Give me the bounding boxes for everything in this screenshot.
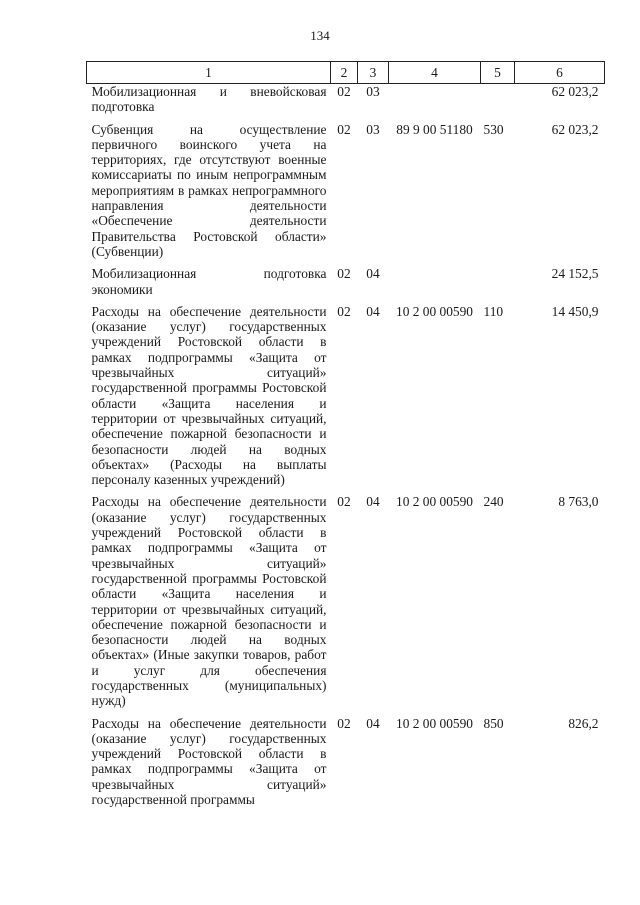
row-amount: 62 023,2 [551, 121, 599, 137]
row-section: 02 [337, 715, 351, 731]
header-col-subsection: 3 [358, 62, 389, 84]
row-section: 02 [337, 494, 351, 510]
table-row [87, 266, 605, 304]
row-target-article [389, 84, 481, 122]
row-target-article [389, 266, 481, 304]
table-row [87, 304, 605, 495]
row-subsection: 04 [366, 715, 380, 731]
header-col-amount: 6 [515, 62, 605, 84]
row-section: 02 [337, 303, 351, 319]
row-amount: 24 152,5 [551, 266, 599, 282]
header-col-target-article: 4 [389, 62, 481, 84]
header-col-section: 2 [331, 62, 358, 84]
header-row [87, 62, 605, 84]
table-header [87, 62, 605, 84]
row-expense-type: 240 [483, 494, 504, 510]
row-amount: 62 023,2 [551, 84, 599, 99]
row-expense-type: 530 [483, 121, 504, 137]
row-name: Расходы на обеспечение деятельности (оказание услуг) государственных учреждений Ростовской области в рамках подпрограммы «Защита от чрезвычайных ситуаций» государственной программы Ростовской области «Защита населения и территории от чрезвычайных ситуаций, обеспечение пожарной безопасности и безопасности людей на водных объектах» (Расходы на выплаты персоналу казенных учреждений) [91, 303, 327, 488]
row-name: Расходы на обеспечение деятельности (оказание услуг) государственных учреждений Ростовской области в рамках подпрограммы «Защита от чрезвычайных ситуаций» государственной программы Ростовской области «Защита населения и территории от чрезвычайных ситуаций, обеспечение пожарной безопасности и безопасности людей на водных объектах» (Иные закупки товаров, работ и услуг для обеспечения государственных (муниципальных) нужд) [91, 494, 327, 709]
header-col-expense-type: 5 [481, 62, 515, 84]
row-section: 02 [337, 266, 351, 282]
row-section: 02 [337, 84, 351, 99]
row-target-article: 10 2 00 00590 [396, 715, 473, 731]
row-subsection: 04 [366, 303, 380, 319]
row-amount: 826,2 [568, 715, 599, 731]
budget-table [86, 61, 605, 814]
row-amount: 14 450,9 [551, 303, 599, 319]
row-subsection: 04 [366, 266, 380, 282]
row-name: Расходы на обеспечение деятельности (оказание услуг) государственных учреждений Ростовской области в рамках подпрограммы «Защита от чрезвычайных ситуаций» государственной программы [91, 715, 327, 808]
table-row [87, 122, 605, 267]
row-section: 02 [337, 121, 351, 137]
table-body [87, 84, 605, 815]
row-subsection: 03 [366, 121, 380, 137]
row-subsection: 04 [366, 494, 380, 510]
table-row [87, 716, 605, 815]
table-row [87, 84, 605, 122]
row-expense-type: 850 [483, 715, 504, 731]
page-number: 134 [310, 28, 330, 43]
header-col-name: 1 [87, 62, 331, 84]
row-amount: 8 763,0 [558, 494, 599, 510]
row-name: Мобилизационная подготовка экономики [91, 266, 327, 297]
row-expense-type [481, 84, 515, 122]
table-row [87, 494, 605, 715]
row-name: Мобилизационная и вневойсковая подготовка [91, 84, 327, 115]
row-target-article: 10 2 00 00590 [396, 494, 473, 510]
row-expense-type: 110 [483, 303, 504, 319]
row-expense-type [481, 266, 515, 304]
row-target-article: 89 9 00 51180 [396, 121, 473, 137]
row-subsection: 03 [366, 84, 380, 99]
row-target-article: 10 2 00 00590 [396, 303, 473, 319]
row-name: Субвенция на осуществление первичного воинского учета на территориях, где отсутствуют военные комиссариаты по иным непрограммным мероприятиям в рамках непрограммного направления деятельности «Обеспечение деятельности Правительства Ростовской области» (Субвенции) [91, 121, 327, 259]
